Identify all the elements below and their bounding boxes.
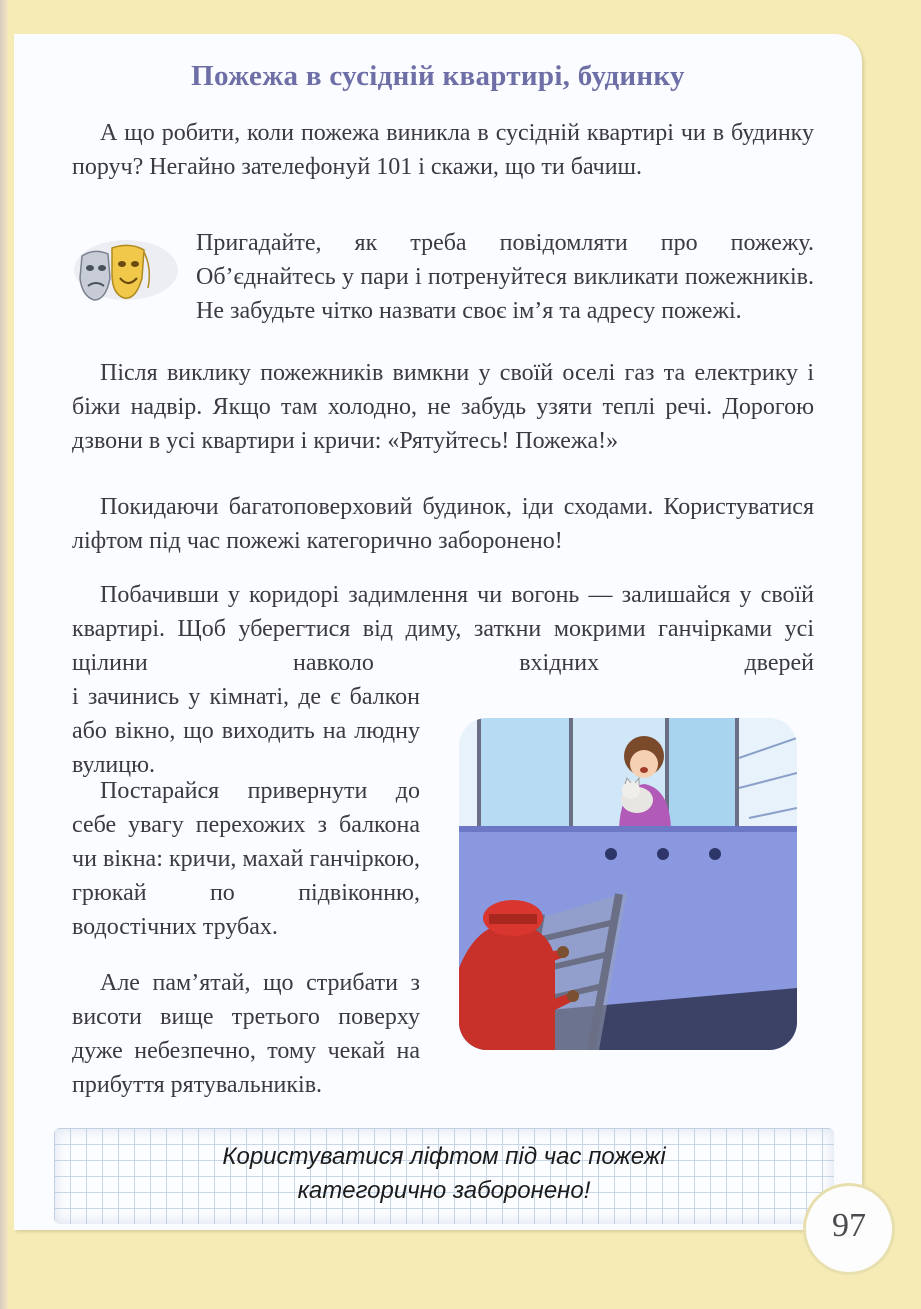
paragraph-activity: Пригадайте, як треба повідомляти про пожежу. Об’єднайтесь у пари і потренуйтеся викликати пожежників. Не забудьте чітко назвати своє ім’я та адресу пожежі. [196, 230, 814, 324]
warning-callout-text [54, 1140, 834, 1208]
callout-line-2: категорично заборонено! [297, 1177, 591, 1204]
page-number: 97 [832, 1207, 866, 1244]
theater-masks-icon [72, 238, 180, 308]
firefighter-rescue-illustration [459, 718, 797, 1050]
page-spine-shadow [0, 0, 8, 1309]
paragraph-warning: Але пам’ятай, що стрибати з висоти вище третього поверху дуже небезпечно, тому чекай на прибуття рятувальників. [72, 970, 420, 1098]
paragraph-intro: А що робити, коли пожежа виникла в сусідній квартирі чи в будинку поруч? Негайно зателефонуй 101 і скажи, що ти бачиш. [72, 120, 814, 180]
paragraph-smoke: Побачивши у коридорі задимлення чи вогонь — залишайся у своїй квартирі. Щоб уберегтися від диму, заткни мокрими ганчірками усі щілини навколо вхідних дверей [72, 582, 814, 676]
page-title: Пожежа в сусідній квартирі, будинку [191, 60, 685, 92]
callout-line-1: Користуватися ліфтом під час пожежі [222, 1143, 666, 1170]
paragraph-attention: Постарайся привернути до себе увагу перехожих з балкона чи вікна: кричи, махай ганчіркою, грюкай по підвіконню, водостічних трубах. [72, 778, 420, 940]
paragraph-after-call: Після виклику пожежників вимкни у своїй оселі газ та електрику і біжи надвір. Якщо там холодно, не забудь узяти теплі речі. Дорогою дзвони в усі квартири і кричи: «Рятуйтесь! Пожежа!» [72, 360, 814, 454]
paragraph-stairs: Покидаючи багатоповерховий будинок, іди сходами. Користуватися ліфтом під час пожежі категорично заборонено! [72, 494, 814, 554]
paragraph-smoke-continued: і зачинись у кімнаті, де є балкон або вікно, що виходить на людну вулицю. [72, 684, 420, 778]
